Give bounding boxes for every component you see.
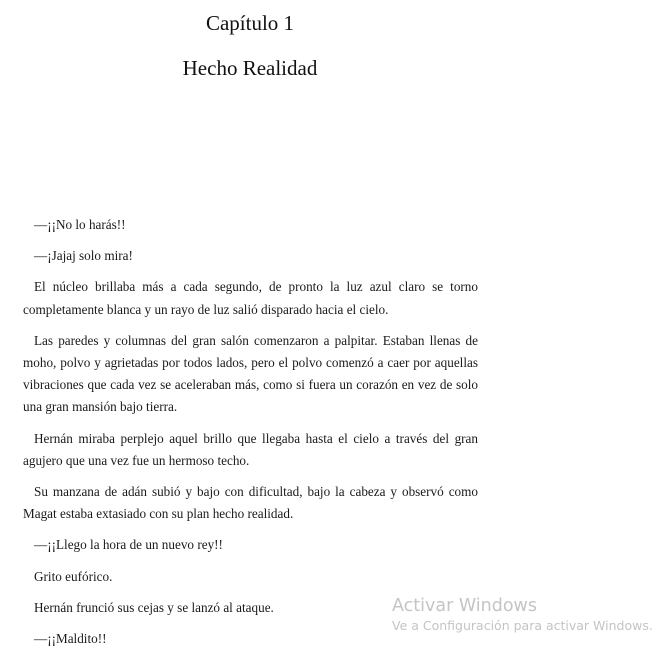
paragraph: Hernán miraba perplejo aquel brillo que llegaba hasta el cielo a través del gran agujero que una vez fue un hermoso techo. <box>23 430 478 468</box>
paragraph: Grito eufórico. <box>34 568 113 584</box>
paragraph: Las paredes y columnas del gran salón comenzaron a palpitar. Estaban llenas de moho, polvo y agrietadas por todos lados, pero el polvo comenzó a caer por aquellas vibraciones que cada vez se aceleraban más, como si fuera un corazón en vez de solo una gran mansión bajo tierra. <box>23 332 478 415</box>
chapter-body <box>23 214 478 659</box>
chapter-number: Capítulo 1 <box>205 11 295 35</box>
chapter-title: Hecho Realidad <box>182 56 318 80</box>
paragraph: Su manzana de adán subió y bajo con dificultad, bajo la cabeza y observó como Magat estaba extasiado con su plan hecho realidad. <box>23 484 478 522</box>
paragraph: —¡¡Maldito!! <box>34 631 107 647</box>
paragraph: El núcleo brillaba más a cada segundo, de pronto la luz azul claro se torno completamente blanca y un rayo de luz salió disparado hacia el cielo. <box>23 279 478 317</box>
activation-watermark <box>392 595 653 635</box>
paragraph: —¡¡No lo harás!! <box>34 217 126 232</box>
paragraph: —¡Jajaj solo mira! <box>34 248 133 264</box>
watermark-title: Activar Windows <box>392 596 537 616</box>
paragraph: —¡¡Llego la hora de un nuevo rey!! <box>34 537 223 553</box>
paragraph: Hernán frunció sus cejas y se lanzó al ataque. <box>34 599 274 615</box>
watermark-subtitle: Ve a Configuración para activar Windows. <box>392 618 653 633</box>
